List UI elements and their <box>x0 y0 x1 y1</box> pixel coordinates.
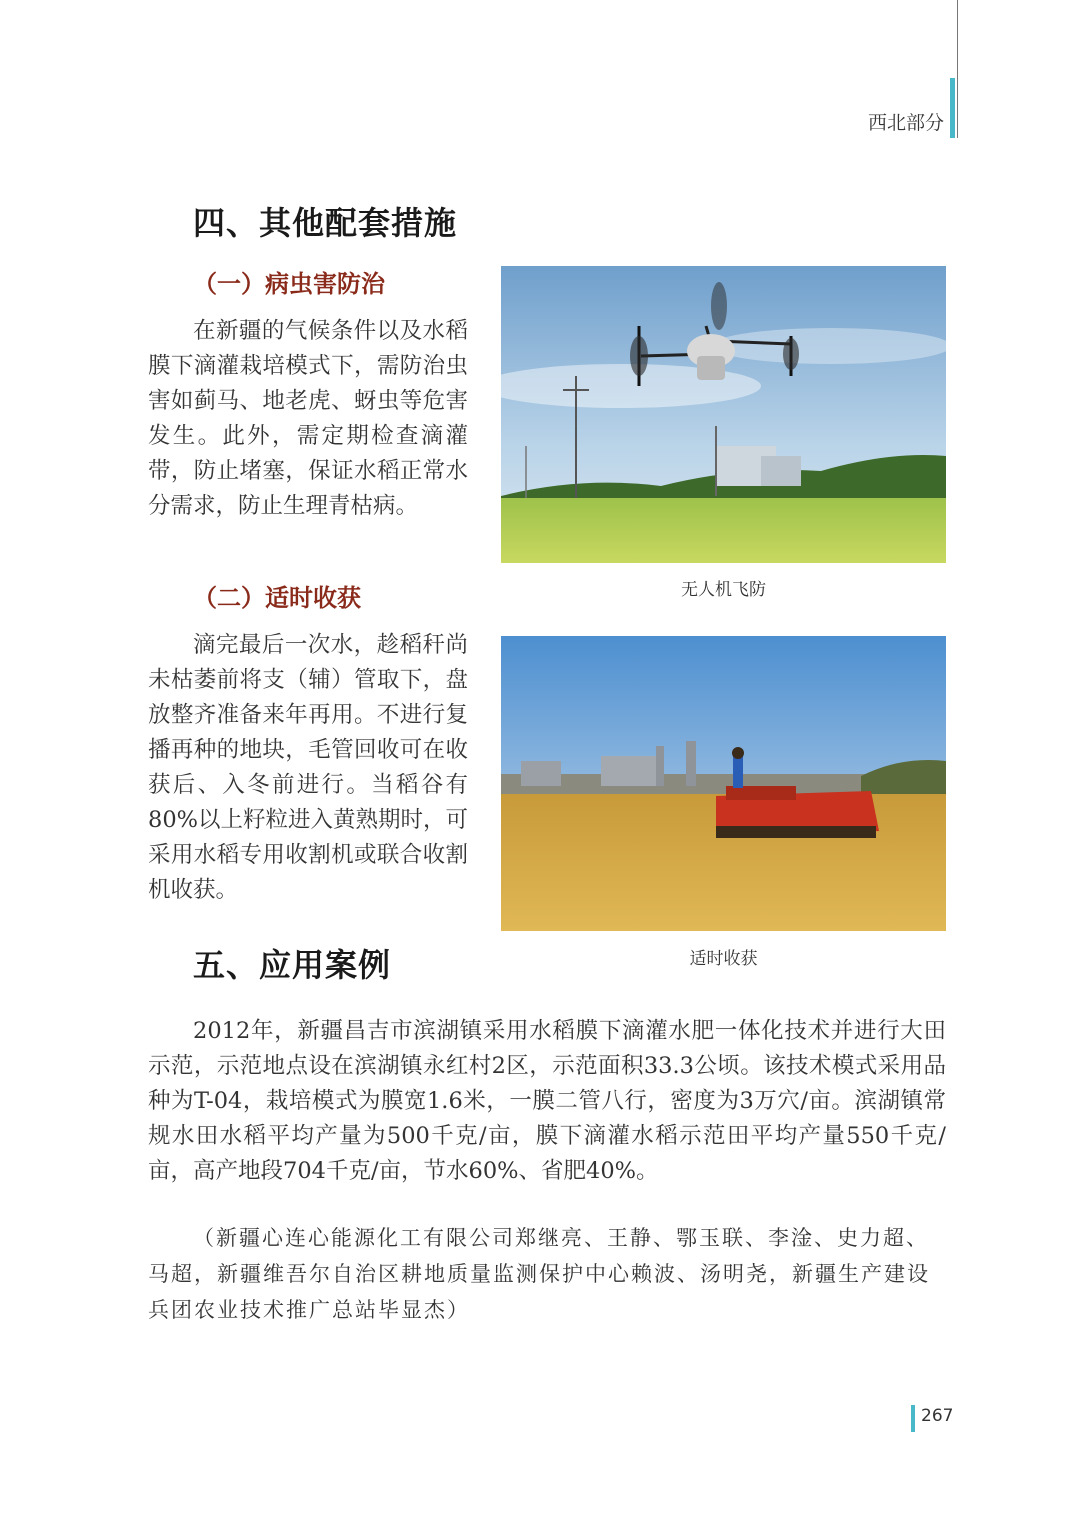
section4-sub2-title: （二）适时收获 <box>193 584 361 612</box>
page-number-bar <box>911 1405 915 1432</box>
section5-title: 五、应用案例 <box>193 946 392 984</box>
section5-text: 2012年，新疆昌吉市滨湖镇采用水稻膜下滴灌水肥一体化技术并进行大田示范，示范地点设在滨湖镇永红村2区，示范面积33.3公顷。该技术模式采用品种为T-04，栽培模式为膜宽1.6米，一膜二管八行，密度为3万穴/亩。滨湖镇常规水田水稻平均产量为500千克/亩，膜下滴灌水稻示范田平均产量550千克/亩，高产地段704千克/亩，节水60%、省肥40%。 <box>148 1018 946 1184</box>
page-number: 267 <box>921 1406 954 1426</box>
section4-sub2-text: 滴完最后一次水，趁稻秆尚未枯萎前将支（辅）管取下，盘放整齐准备来年再用。不进行复播再种的地块，毛管回收可在收获后、入冬前进行。当稻谷有80%以上籽粒进入黄熟期时，可采用水稻专用收割机或联合收割机收获。 <box>148 632 469 903</box>
drone-photo-caption: 无人机飞防 <box>681 580 766 600</box>
section4-sub1-text: 在新疆的气候条件以及水稻膜下滴灌栽培模式下，需防治虫害如蓟马、地老虎、蚜虫等危害发生。此外，需定期检查滴灌带，防止堵塞，保证水稻正常水分需求，防止生理青枯病。 <box>148 318 468 519</box>
section4-sub1-title: （一）病虫害防治 <box>193 270 385 298</box>
author-credit: （新疆心连心能源化工有限公司郑继亮、王静、鄂玉联、李淦、史力超、马超，新疆维吾尔自治区耕地质量监测保护中心赖波、汤明尧，新疆生产建设兵团农业技术推广总站毕显杰） <box>148 1226 930 1322</box>
harvest-photo-caption: 适时收获 <box>689 949 758 969</box>
harvest-photo <box>501 636 946 931</box>
drone-photo-illustration <box>501 266 946 563</box>
header-accent-bar <box>950 78 955 138</box>
header-rule <box>957 0 958 138</box>
running-header: 西北部分 <box>867 112 944 134</box>
section4-title: 四、其他配套措施 <box>193 204 458 242</box>
drone-photo <box>501 266 946 563</box>
harvest-photo-illustration <box>501 636 946 931</box>
